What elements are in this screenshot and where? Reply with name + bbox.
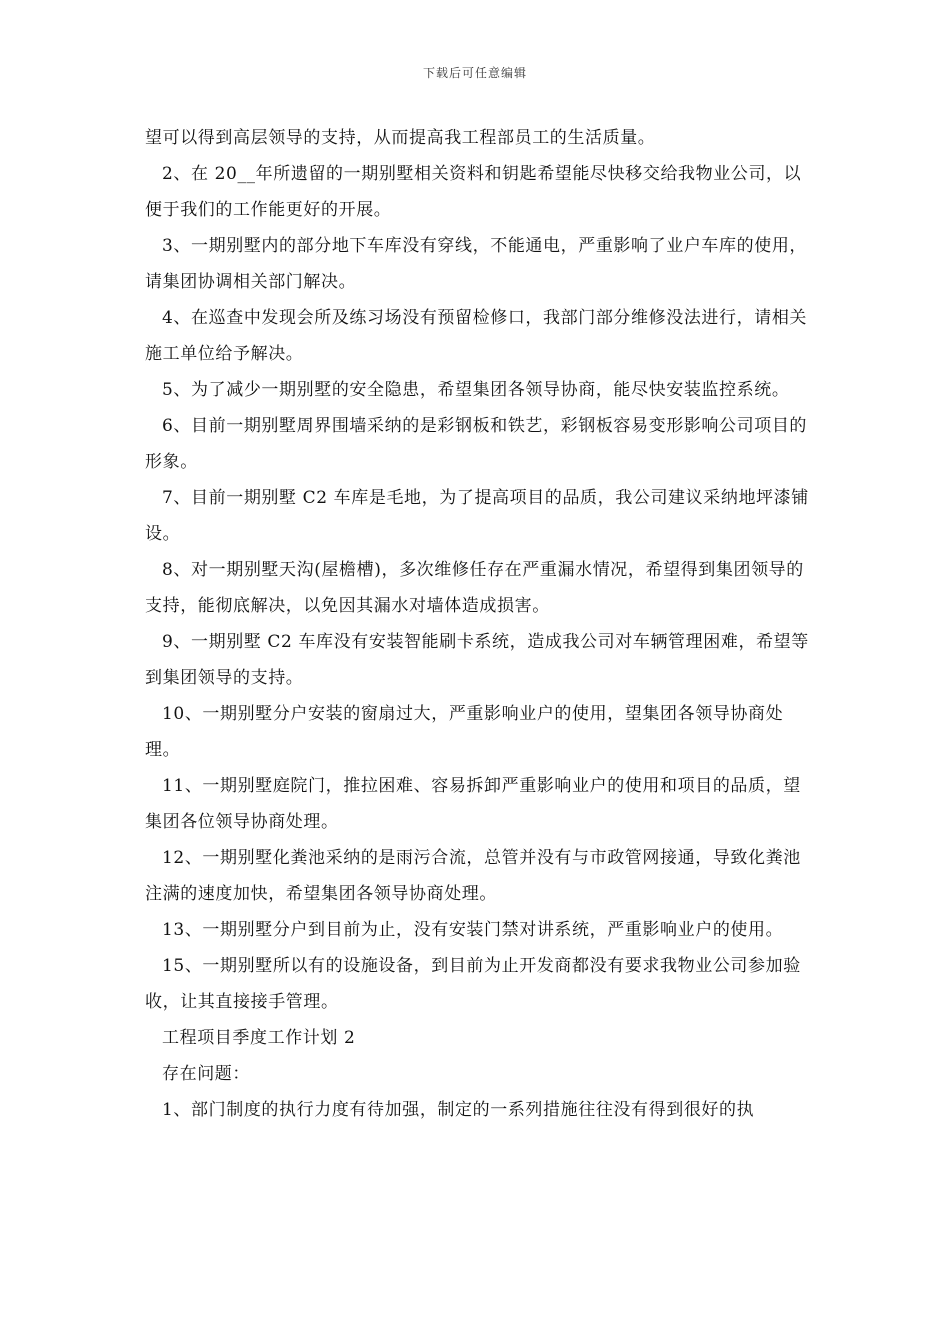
paragraph: 10、一期别墅分户安装的窗扇过大，严重影响业户的使用，望集团各领导协商处理。 bbox=[145, 704, 784, 760]
paragraph: 1、部门制度的执行力度有待加强，制定的一系列措施往往没有得到很好的执 bbox=[162, 1100, 755, 1120]
paragraph: 7、目前一期别墅 C2 车库是毛地，为了提高项目的品质，我公司建议采纳地坪漆铺设。 bbox=[145, 488, 809, 544]
paragraph: 6、目前一期别墅周界围墙采纳的是彩钢板和铁艺，彩钢板容易变形影响公司项目的形象。 bbox=[145, 416, 808, 472]
paragraph: 9、一期别墅 C2 车库没有安装智能刷卡系统，造成我公司对车辆管理困难，希望等到集团领导的支持。 bbox=[145, 632, 809, 688]
section-title: 工程项目季度工作计划 2 bbox=[162, 1028, 356, 1048]
paragraph: 2、在 20__年所遗留的一期别墅相关资料和钥匙希望能尽快移交给我物业公司，以便于我们的工作能更好的开展。 bbox=[145, 164, 802, 220]
paragraph: 15、一期别墅所以有的设施设备，到目前为止开发商都没有要求我物业公司参加验收，让其直接接手管理。 bbox=[145, 956, 801, 1012]
subsection-title: 存在问题： bbox=[162, 1064, 250, 1084]
page-header: 下载后可任意编辑 bbox=[422, 66, 527, 80]
paragraph: 13、一期别墅分户到目前为止，没有安装门禁对讲系统，严重影响业户的使用。 bbox=[162, 920, 784, 940]
paragraph: 11、一期别墅庭院门，推拉困难、容易拆卸严重影响业户的使用和项目的品质，望集团各位领导协商处理。 bbox=[145, 776, 801, 832]
paragraph: 4、在巡查中发现会所及练习场没有预留检修口，我部门部分维修没法进行，请相关施工单位给予解决。 bbox=[145, 308, 808, 364]
paragraph: 12、一期别墅化粪池采纳的是雨污合流，总管并没有与市政管网接通，导致化粪池注满的速度加快，希望集团各领导协商处理。 bbox=[145, 848, 801, 904]
paragraph: 8、对一期别墅天沟(屋檐槽)，多次维修任存在严重漏水情况，希望得到集团领导的支持，能彻底解决，以免因其漏水对墙体造成损害。 bbox=[145, 560, 804, 616]
paragraph: 5、为了减少一期别墅的安全隐患，希望集团各领导协商，能尽快安装监控系统。 bbox=[162, 380, 790, 400]
paragraph: 3、一期别墅内的部分地下车库没有穿线，不能通电，严重影响了业户车库的使用，请集团协调相关部门解决。 bbox=[145, 236, 808, 292]
document-body bbox=[145, 120, 810, 1128]
paragraph: 望可以得到高层领导的支持，从而提高我工程部员工的生活质量。 bbox=[145, 128, 656, 148]
